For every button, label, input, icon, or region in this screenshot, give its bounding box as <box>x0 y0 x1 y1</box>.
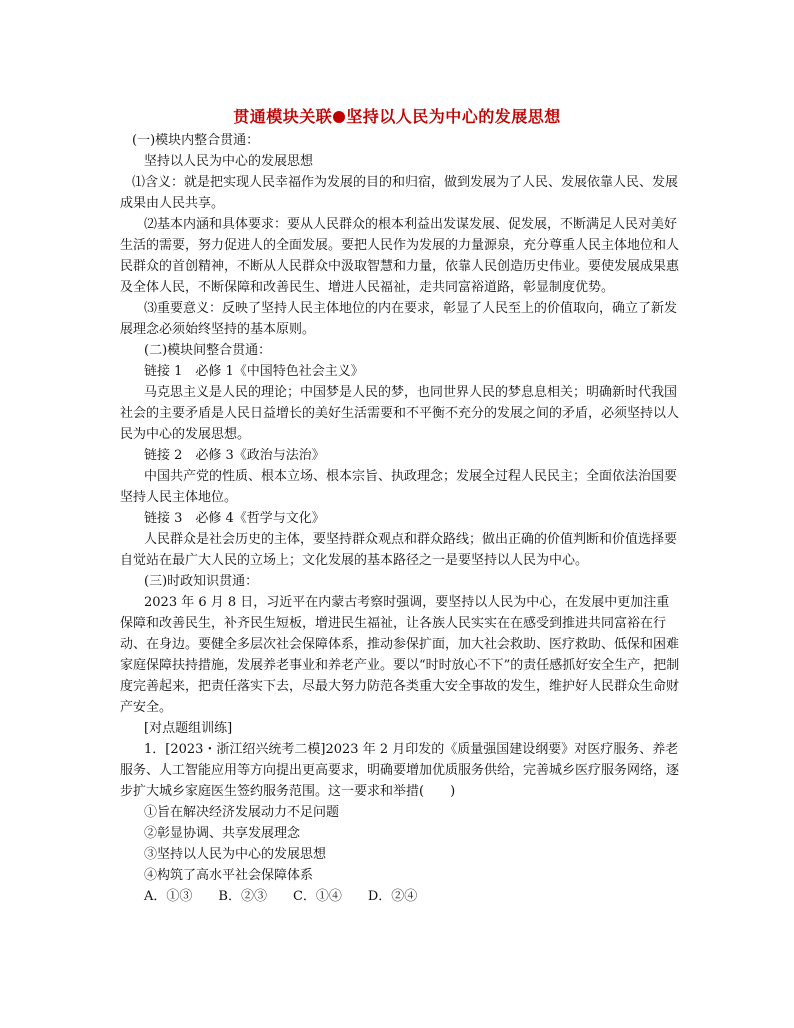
link-3-heading: 链接 3 必修 4《哲学与文化》 <box>144 511 325 526</box>
link-3-body: 人民群众是社会历史的主体，要坚持群众观点和群众路线；做出正确的价值判断和价值选择要自觉站在最广大人民的立场上；文化发展的基本路径之一是要坚持以人民为中心。 <box>120 532 678 568</box>
section-3-heading: (三)时政知识贯通： <box>144 574 259 589</box>
question-1-stem: 1．[2023・浙江绍兴统考二模]2023 年 2 月印发的《质量强国建设纲要》对医疗服务、养老服务、人工智能应用等方向提出更高要求，明确要增加优质服务供给，完善城乡医疗服务网络，逐步扩大城乡家庭医生签约服务范围。这一要求和举措( ) <box>120 742 680 799</box>
question-1-option-2: ②彰显协调、共享发展理念 <box>144 826 301 841</box>
link-2-heading: 链接 2 必修 3《政治与法治》 <box>144 448 325 463</box>
section-1-topic: 坚持以人民为中心的发展思想 <box>144 154 314 169</box>
section-1-heading: (一)模块内整合贯通： <box>132 133 260 148</box>
drill-heading: [对点题组训练] <box>144 721 233 736</box>
paragraph-connotation: ⑵基本内涵和具体要求：要从人民群众的根本利益出发谋发展、促发展，不断满足人民对美好生活的需要，努力促进人的全面发展。要把人民作为发展的力量源泉，充分尊重人民主体地位和人民群众的首创精神，不断从人民群众中汲取智慧和力量，依靠人民创造历史伟业。要使发展成果惠及全体人民，不断保障和改善民生、增进人民福祉，走共同富裕道路，彰显制度优势。 <box>120 217 680 295</box>
title-part-b: 坚持以人民为中心的发展思想 <box>346 107 561 126</box>
document-body <box>120 130 680 907</box>
section-3-body: 2023 年 6 月 8 日，习近平在内蒙古考察时强调，要坚持以人民为中心，在发展中更加注重保障和改善民生，补齐民生短板，增进民生福祉，让各族人民实实在在感受到推进共同富裕在行动、在身边。要健全多层次社会保障体系，推动参保扩面，加大社会救助、医疗救助、低保和困难家庭保障扶持措施，发展养老事业和养老产业。要以“时时放心不下”的责任感抓好安全生产，把制度完善起来，把责任落实下去，尽最大努力防范各类重大安全事故的发生，维护好人民群众生命财产安全。 <box>120 595 680 715</box>
question-1-option-3: ③坚持以人民为中心的发展思想 <box>144 847 327 862</box>
page-title <box>0 104 794 127</box>
link-2-body: 中国共产党的性质、根本立场、根本宗旨、执政理念；发展全过程人民民主；全面依法治国要坚持人民主体地位。 <box>120 469 678 505</box>
title-part-a: 贯通模块关联 <box>233 107 333 126</box>
paragraph-significance: ⑶重要意义：反映了坚持人民主体地位的内在要求，彰显了人民至上的价值取向，确立了新发展理念必须始终坚持的基本原则。 <box>120 301 678 337</box>
link-1-body: 马克思主义是人民的理论；中国梦是人民的梦，也同世界人民的梦息息相关；明确新时代我国社会的主要矛盾是人民日益增长的美好生活需要和不平衡不充分的发展之间的矛盾，必须坚持以人民为中心的发展思想。 <box>120 385 680 442</box>
bullet-dot-icon <box>333 111 345 123</box>
link-1-heading: 链接 1 必修 1《中国特色社会主义》 <box>144 364 364 379</box>
question-1-option-1: ①旨在解决经济发展动力不足问题 <box>144 805 340 820</box>
question-1-answers: A．①③ B．②③ C．①④ D．②④ <box>144 889 418 904</box>
paragraph-meaning: ⑴含义：就是把实现人民幸福作为发展的目的和归宿，做到发展为了人民、发展依靠人民、发展成果由人民共享。 <box>120 175 679 211</box>
section-2-heading: (二)模块间整合贯通： <box>144 343 272 358</box>
question-1-option-4: ④构筑了高水平社会保障体系 <box>144 868 314 883</box>
